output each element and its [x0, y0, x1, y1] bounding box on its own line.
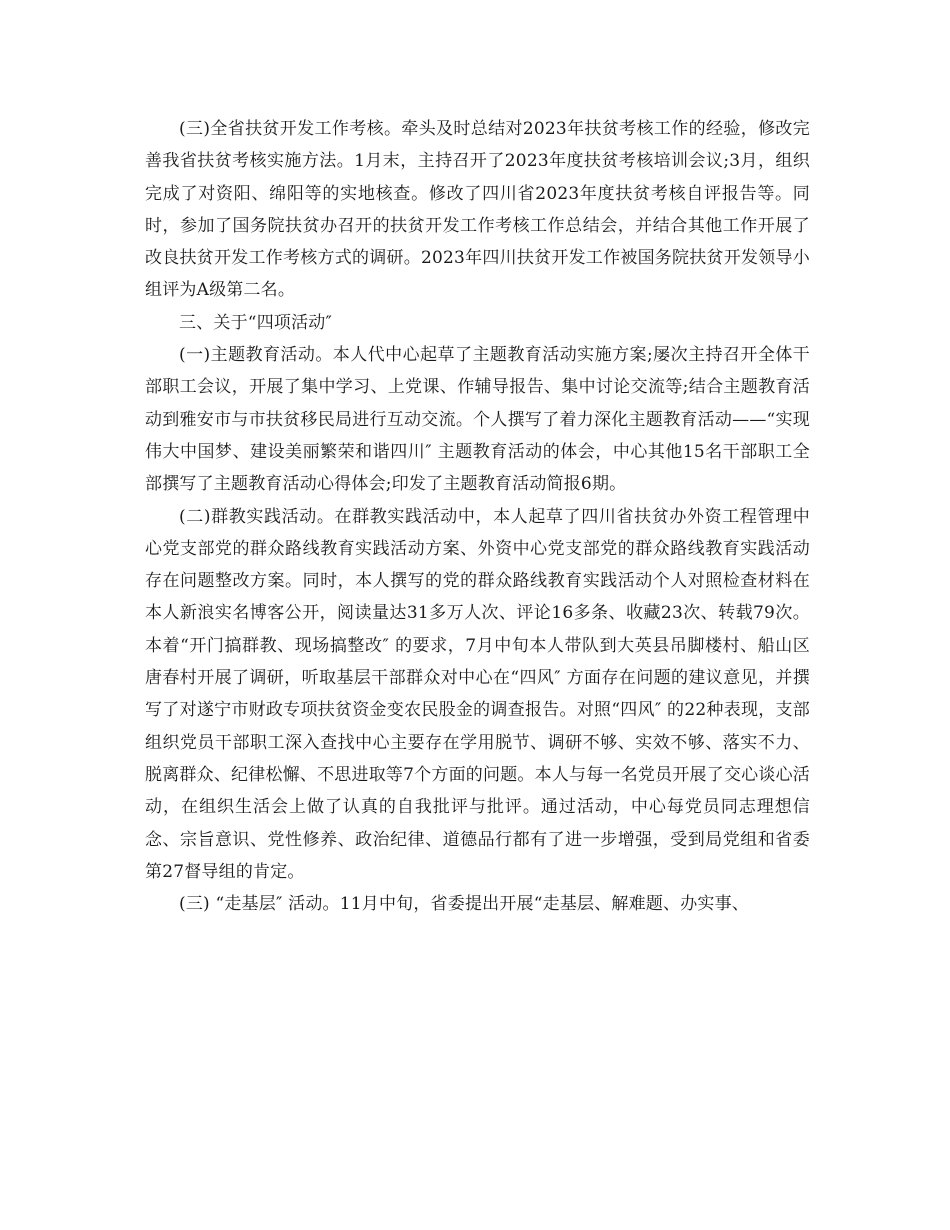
- paragraph-grassroots-activity: (三) “走基层″ 活动。11月中旬，省委提出开展“走基层、解难题、办实事、: [179, 894, 750, 915]
- paragraph-mass-line-practice: (二)群教实践活动。在群教实践活动中，本人起草了四川省扶贫办外资工程管理中心党支部党的群众路线教育实践活动方案、外资中心党支部党的群众路线教育实践活动存在问题整改方案。同时，本人撰写的党的群众路线教育实践活动个人对照检查材料在本人新浪实名博客公开，阅读量达31多万人次、评论16多条、收藏23次、转载79次。本着“开门搞群教、现场搞整改″ 的要求，7月中旬本人带队到大英县吊脚楼村、船山区唐春村开展了调研，听取基层干部群众对中心在“四风″ 方面存在问题的建议意见，并撰写了对遂宁市财政专项扶贫资金变农民股金的调查报告。对照“四风″ 的22种表现，支部组织党员干部职工深入查找中心主要存在学用脱节、调研不够、实效不够、落实不力、脱离群众、纪律松懈、不思进取等7个方面的问题。本人与每一名党员开展了交心谈心活动，在组织生活会上做了认真的自我批评与批评。通过活动，中心每党员同志理想信念、宗旨意识、党性修养、政治纪律、道德品行都有了进一步增强，受到局党组和省委第27督导组的肯定。: [145, 506, 810, 882]
- section-heading-four-activities: 三、关于“四项活动″: [179, 312, 333, 333]
- paragraph-theme-education: (一)主题教育活动。本人代中心起草了主题教育活动实施方案;屡次主持召开全体干部职工会议，开展了集中学习、上党课、作辅导报告、集中讨论交流等;结合主题教育活动到雅安市与市扶贫移民局进行互动交流。个人撰写了着力深化主题教育活动——“实现伟大中国梦、建设美丽繁荣和谐四川″ 主题教育活动的体会，中心其他15名干部职工全部撰写了主题教育活动心得体会;印发了主题教育活动简报6期。: [145, 345, 810, 495]
- document-page: [145, 113, 810, 920]
- paragraph-poverty-assessment: (三)全省扶贫开发工作考核。牵头及时总结对2023年扶贫考核工作的经验，修改完善我省扶贫考核实施方法。1月末，主持召开了2023年度扶贫考核培训会议;3月，组织完成了对资阳、绵阳等的实地核查。修改了四川省2023年度扶贫考核自评报告等。同时，参加了国务院扶贫办召开的扶贫开发工作考核工作总结会，并结合其他工作开展了改良扶贫开发工作考核方式的调研。2023年四川扶贫开发工作被国务院扶贫开发领导小组评为A级第二名。: [145, 119, 810, 301]
